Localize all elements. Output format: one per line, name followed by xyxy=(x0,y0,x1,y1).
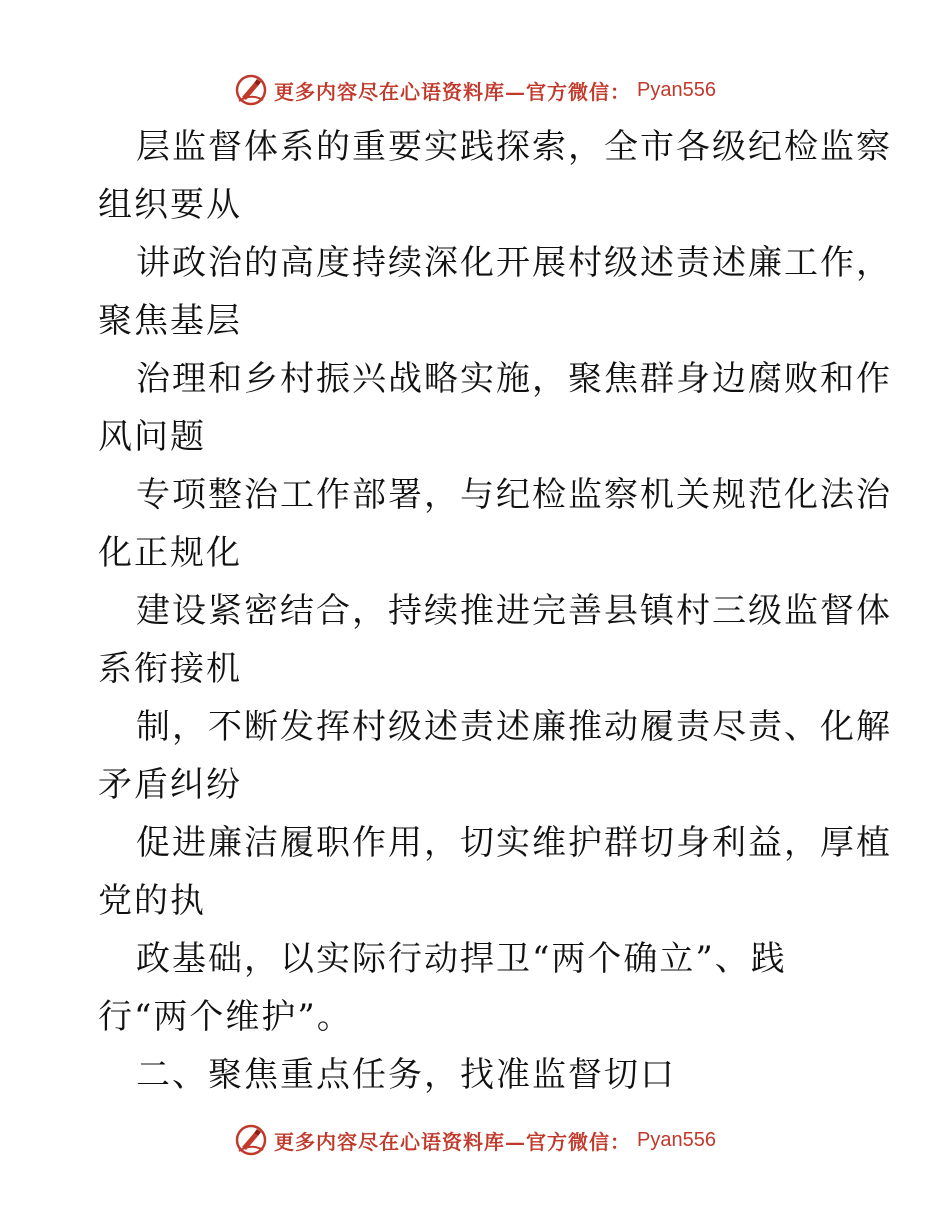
watermark-text: 更多内容尽在心语资料库—官方微信： xyxy=(274,1129,632,1154)
body-line: 制，不断发挥村级述责述廉推动履责尽责、化解 xyxy=(136,707,892,747)
watermark-wechat-id: Pyan556 xyxy=(637,1128,716,1151)
watermark-wechat-id: Pyan556 xyxy=(637,78,716,101)
body-line: 层监督体系的重要实践探索，全市各级纪检监察 xyxy=(136,127,892,167)
header-watermark-banner xyxy=(0,70,950,110)
body-line: 建设紧密结合，持续推进完善县镇村三级监督体 xyxy=(136,591,892,631)
body-line: 组织要从 xyxy=(98,185,242,225)
document-pen-logo-icon xyxy=(234,73,268,107)
body-line: 治理和乡村振兴战略实施，聚焦群身边腐败和作 xyxy=(136,359,892,399)
document-body xyxy=(98,118,892,1104)
body-line: 促进廉洁履职作用，切实维护群切身利益，厚植 xyxy=(136,823,892,863)
body-line: 化正规化 xyxy=(98,533,242,573)
footer-watermark-banner xyxy=(0,1120,950,1160)
watermark-text: 更多内容尽在心语资料库—官方微信： xyxy=(274,79,632,104)
body-line: 讲政治的高度持续深化开展村级述责述廉工作， xyxy=(136,243,892,283)
body-line: 矛盾纠纷 xyxy=(98,765,242,805)
body-line: 行“两个维护”。 xyxy=(98,997,353,1037)
body-line: 聚焦基层 xyxy=(98,301,242,341)
body-line: 政基础，以实际行动捍卫“两个确立”、践 xyxy=(136,939,787,979)
body-line: 专项整治工作部署，与纪检监察机关规范化法治 xyxy=(136,475,892,515)
section-heading: 二、聚焦重点任务，找准监督切口 xyxy=(136,1055,676,1095)
body-line: 系衔接机 xyxy=(98,649,242,689)
document-pen-logo-icon xyxy=(234,1123,268,1157)
body-line: 党的执 xyxy=(98,881,206,921)
body-line: 风问题 xyxy=(98,417,206,457)
